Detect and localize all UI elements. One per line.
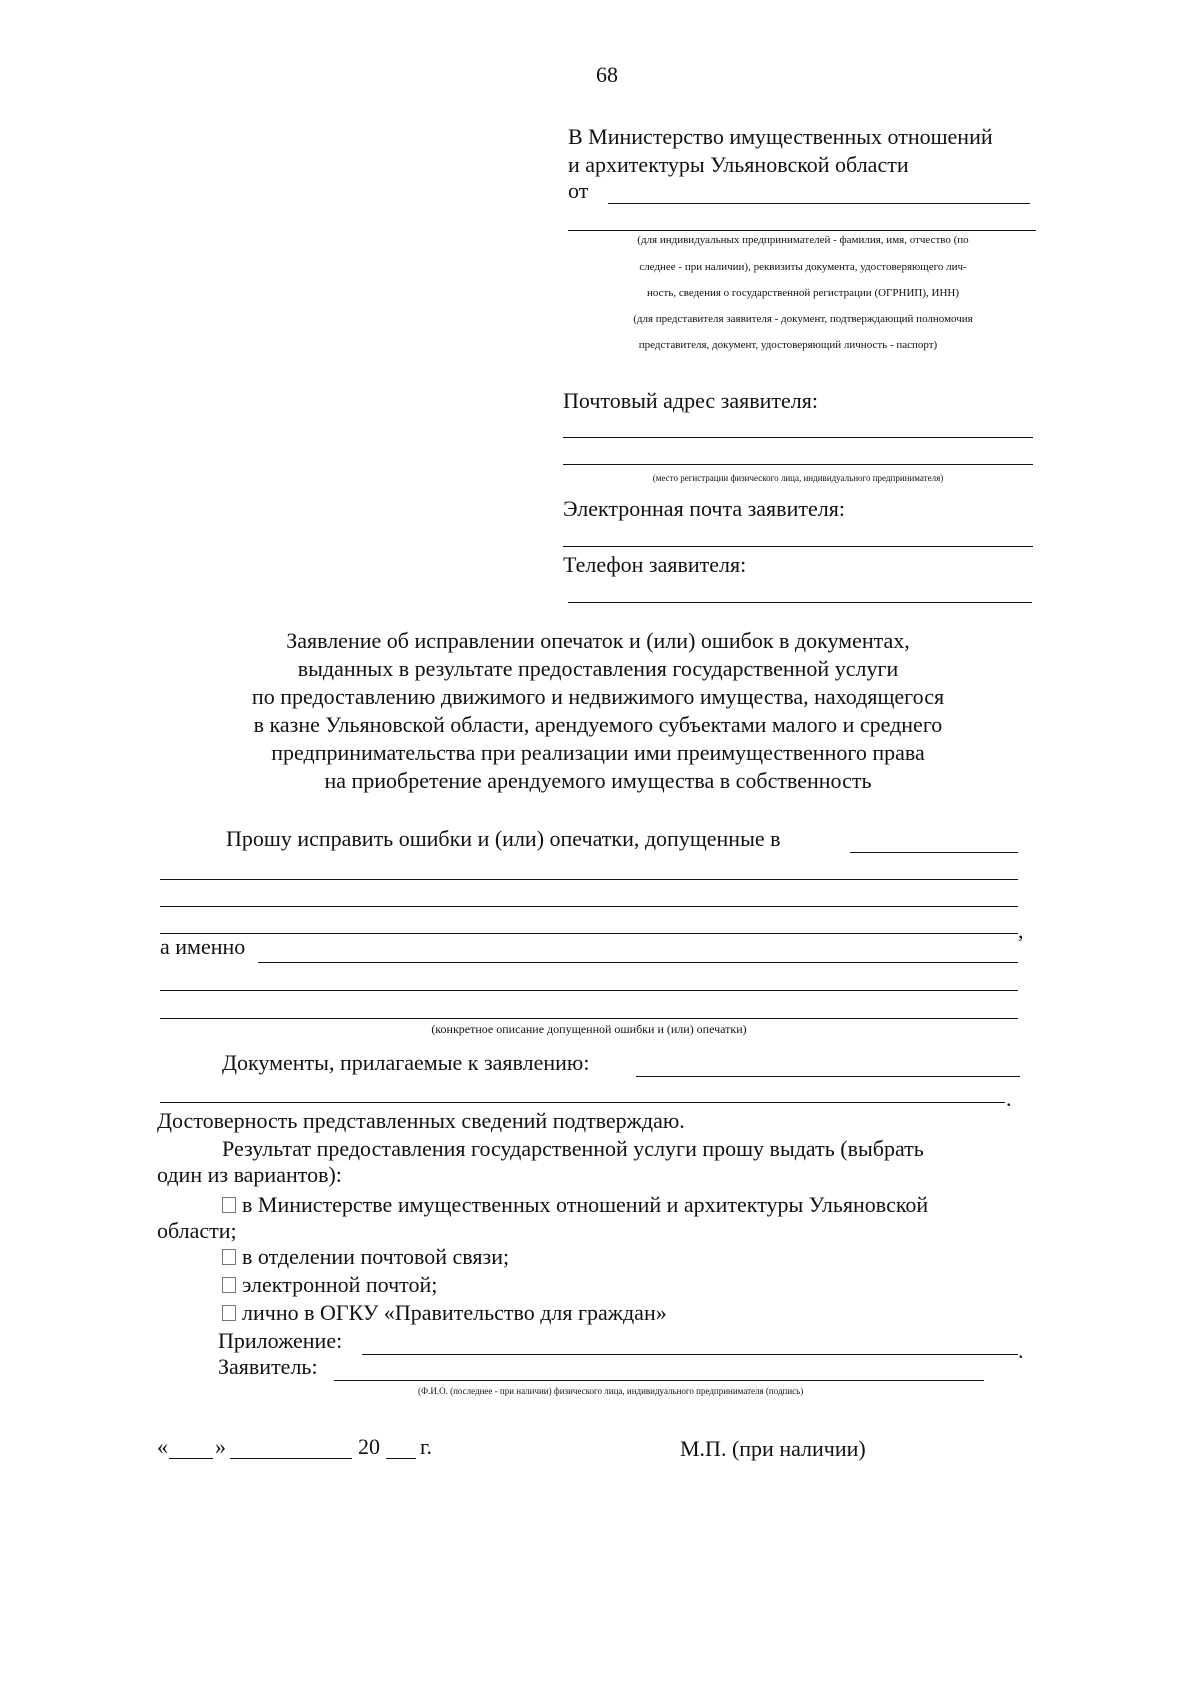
option-personal[interactable] — [222, 1300, 667, 1326]
date-day-field[interactable] — [169, 1458, 213, 1459]
year-suffix: г. — [420, 1434, 433, 1459]
from-field[interactable] — [608, 203, 1030, 204]
year-prefix: 20 — [358, 1434, 380, 1459]
title-line-3: по предоставлению движимого и недвижимого имущества, находящегося — [251, 684, 945, 709]
applicant-label: Заявитель: — [218, 1354, 318, 1379]
postal-field-1[interactable] — [563, 437, 1033, 438]
option-ministry-label: в Министерстве имущественных отношений и архитектуры Ульяновской — [242, 1192, 929, 1217]
addressee-note-3: ность, сведения о государственной регистрации (ОГРНИП), ИНН) — [646, 287, 960, 299]
option-email[interactable] — [222, 1272, 437, 1298]
request-comma: , — [1018, 918, 1024, 943]
stamp-text: М.П. (при наличии) — [680, 1436, 866, 1461]
option-ministry-cont: области; — [157, 1218, 237, 1243]
namely-field-3[interactable] — [160, 1018, 1018, 1019]
request-field-3[interactable] — [160, 933, 1018, 934]
namely-field-1[interactable] — [258, 962, 1018, 963]
title-line-4: в казне Ульяновской области, арендуемого субъектами малого и среднего — [253, 712, 943, 737]
docs-field[interactable] — [160, 1102, 1005, 1103]
attachment-label: Приложение: — [218, 1328, 343, 1353]
addressee-note-4: (для представителя заявителя - документ, подтверждающий полномочия — [633, 313, 973, 325]
option-post[interactable] — [222, 1244, 509, 1270]
result-line-1: Результат предоставления государственной услуги прошу выдать (выбрать — [222, 1136, 924, 1161]
title-line-5: предпринимательства при реализации ими преимущественного права — [271, 740, 925, 765]
from-field-2[interactable] — [568, 230, 1036, 231]
request-field-inline[interactable] — [850, 852, 1018, 853]
date-close-quote: » — [215, 1434, 226, 1459]
year-field[interactable] — [386, 1458, 416, 1459]
request-field-2[interactable] — [160, 906, 1018, 907]
confirm-text: Достоверность представленных сведений подтверждаю. — [157, 1108, 685, 1133]
phone-label: Телефон заявителя: — [563, 552, 747, 577]
title-line-2: выданных в результате предоставления государственной услуги — [297, 656, 899, 681]
addressee-note-5: представителя, документ, удостоверяющий личность - паспорт) — [638, 339, 938, 351]
option-ministry[interactable] — [222, 1192, 928, 1218]
postal-label: Почтовый адрес заявителя: — [563, 388, 819, 413]
title-line-6: на приобретение арендуемого имущества в собственность — [324, 768, 872, 793]
namely-label: а именно — [160, 934, 246, 959]
docs-period: . — [1006, 1086, 1012, 1111]
attachment-field[interactable] — [362, 1354, 1018, 1355]
request-field-1[interactable] — [160, 879, 1018, 880]
page-number: 68 — [596, 62, 618, 87]
addressee-line-2: и архитектуры Ульяновской области — [568, 152, 909, 177]
date-open-quote: « — [157, 1434, 168, 1459]
namely-note: (конкретное описание допущенной ошибки и (или) опечатки) — [431, 1022, 747, 1036]
from-label: от — [568, 178, 589, 203]
option-email-label: электронной почтой; — [242, 1272, 438, 1297]
date-month-field[interactable] — [230, 1458, 352, 1459]
addressee-note-1: (для индивидуальных предпринимателей - фамилия, имя, отчество (по — [637, 234, 969, 246]
attachment-period: . — [1018, 1338, 1024, 1363]
applicant-note: (Ф.И.О. (последнее - при наличии) физического лица, индивидуального предпринимателя (подпись) — [418, 1386, 804, 1396]
option-personal-label: лично в ОГКУ «Правительство для граждан» — [242, 1300, 667, 1325]
email-field[interactable] — [563, 546, 1033, 547]
option-personal-checkbox[interactable] — [222, 1305, 236, 1321]
phone-field[interactable] — [568, 602, 1032, 603]
postal-field-2[interactable] — [563, 464, 1033, 465]
title-line-1: Заявление об исправлении опечаток и (или) ошибок в документах, — [286, 628, 910, 653]
email-label: Электронная почта заявителя: — [563, 496, 845, 521]
applicant-field[interactable] — [334, 1380, 984, 1381]
result-line-2: один из вариантов): — [157, 1162, 342, 1187]
docs-label: Документы, прилагаемые к заявлению: — [222, 1050, 590, 1075]
request-text: Прошу исправить ошибки и (или) опечатки, допущенные в — [226, 826, 781, 851]
addressee-line-1: В Министерство имущественных отношений — [568, 124, 993, 149]
option-post-label: в отделении почтовой связи; — [242, 1244, 510, 1269]
option-post-checkbox[interactable] — [222, 1249, 236, 1265]
option-ministry-checkbox[interactable] — [222, 1197, 236, 1213]
namely-field-2[interactable] — [160, 990, 1018, 991]
addressee-note-2: следнее - при наличии), реквизиты документа, удостоверяющего лич- — [639, 261, 967, 273]
postal-note: (место регистрации физического лица, индивидуального предпринимателя) — [652, 473, 944, 483]
docs-field-inline[interactable] — [636, 1076, 1020, 1077]
option-email-checkbox[interactable] — [222, 1277, 236, 1293]
